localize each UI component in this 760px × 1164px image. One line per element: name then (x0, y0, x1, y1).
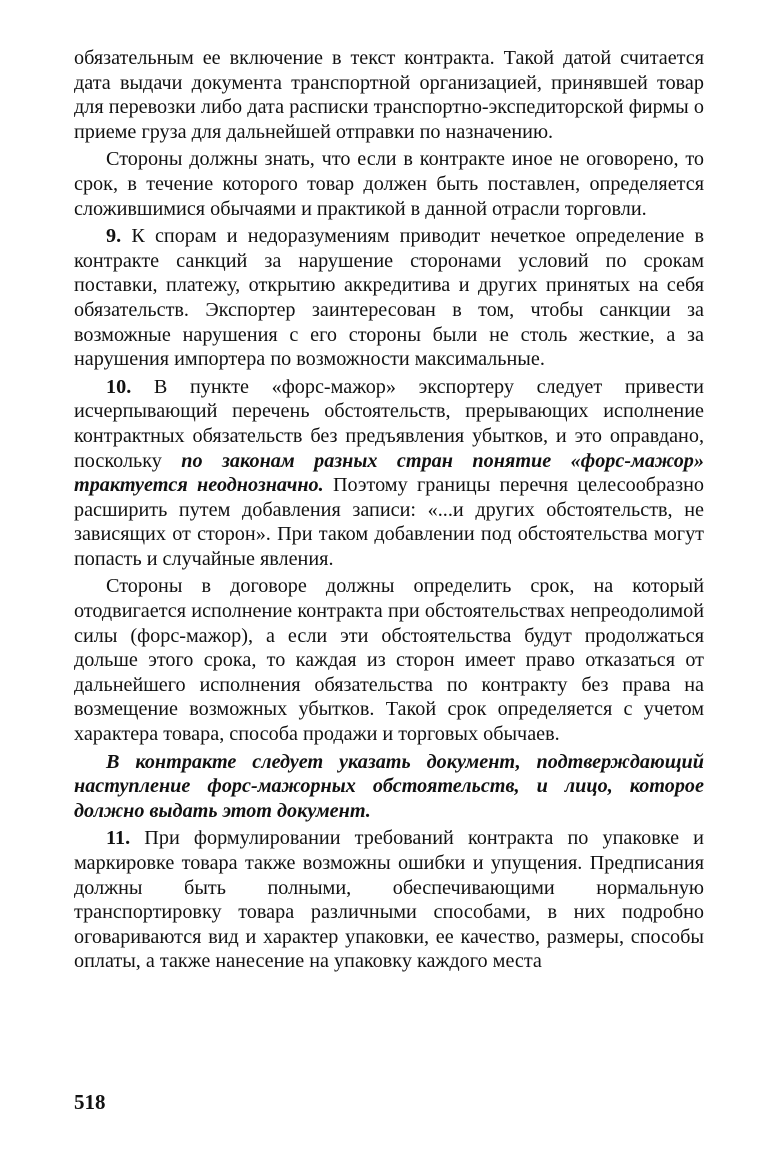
paragraph-item-11-text: При формулировании требований контракта по упаковке и маркировке товара также возможны ошибки и упущения. Предписания должны быть полными, обеспечивающими нормальную транспортировку товара различными способами, в них подробно оговариваются вид и характер упаковки, ее качество, размеры, способы оплаты, а также нанесение на упаковку каждого места (74, 827, 704, 973)
paragraph-item-9 (74, 224, 704, 372)
page-body (74, 46, 704, 977)
page-number: 518 (74, 1090, 106, 1114)
item-number-9: 9. (106, 225, 122, 248)
paragraph-item-10 (74, 375, 704, 572)
paragraph-5 (74, 574, 704, 746)
paragraph-1-text: обязательным ее включение в текст контракта. Такой датой считается дата выдачи документа транспортной организацией, принявшей товар для перевозки либо дата расписки транспортно-экспедиторской фирмы о приеме груза для дальнейшей отправки по назначению. (74, 47, 704, 143)
paragraph-item-9-text: К спорам и недоразумениям приводит нечеткое определение в контракте санкций за нарушение сторонами условий по срокам поставки, платежу, открытию аккредитива и других принятых на себя обязательств. Экспортер заинтересован в том, чтобы санкции за возможные нарушения с его стороны были не столь жесткие, а за нарушения импортера по возможности максимальные. (74, 225, 704, 371)
paragraph-1 (74, 46, 704, 144)
paragraph-item-11 (74, 826, 704, 974)
paragraph-item-10-text-a: В пункте «форс-мажор» экспортеру следует привести исчерпывающий перечень обстоятельств, прерывающих исполнение контрактных обязательств без предъявления убытков, и это оправдано, поскольку (74, 375, 704, 472)
paragraph-6-emphasis (74, 750, 704, 824)
item-number-10: 10. (106, 375, 132, 398)
paragraph-2-text: Стороны должны знать, что если в контракте иное не оговорено, то срок, в течение которого товар должен быть поставлен, определяется сложившимися обычаями и практикой в данной отрасли торговли. (74, 148, 704, 220)
paragraph-2 (74, 147, 704, 221)
paragraph-5-text: Стороны в договоре должны определить срок, на который отодвигается исполнение контракта при обстоятельствах непреодолимой силы (форс-мажор), а если эти обстоятельства будут продолжаться дольше этого срока, то каждая из сторон имеет право отказаться от дальнейшего исполнения обязательства по контракту без права на возмещение возможных убытков. Такой срок определяется с учетом характера товара, способа продажи и торговых обычаев. (74, 575, 704, 746)
paragraph-6-text: В контракте следует указать документ, подтверждающий наступление форс-мажорных обстоятельств, и лицо, которое должно выдать этот документ. (74, 750, 704, 822)
item-number-11: 11. (106, 827, 131, 850)
emphasis-force-majeure: по законам разных стран понятие «форс-мажор» трактуется неоднозначно. (74, 449, 704, 497)
paragraph-item-10-text-b: Поэтому границы перечня целесообразно расширить путем добавления записи: «...и других обстоятельств, не зависящих от сторон». При таком добавлении под обстоятельства могут попасть и случайные явления. (74, 474, 705, 570)
